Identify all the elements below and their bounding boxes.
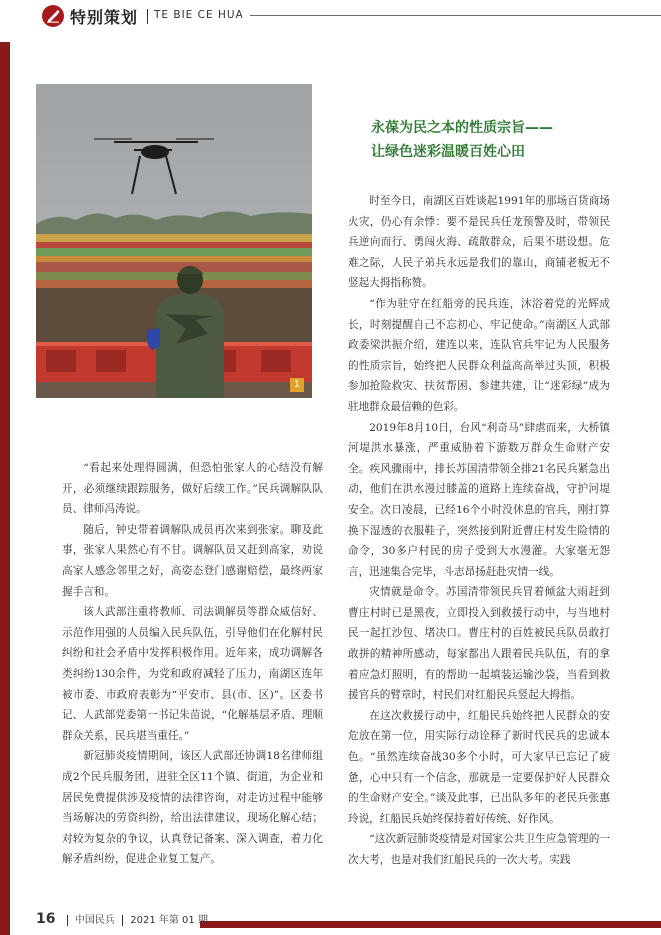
right-text-column [348,191,610,871]
edit-pen-icon [42,5,64,27]
page-number: 16 [36,911,56,927]
page-footer [36,911,208,927]
paragraph: 新冠肺炎疫情期间，该区人武部还协调18名律师组成2个民兵服务团，进驻全区11个镇、街道，为企业和居民免费提供涉及疫情的法律咨询，对走访过程中能够当场解决的劳资纠纷，给出法律建议，现场化解心结；对较为复杂的争议，认真登记备案、深入调查，着力化解矛盾纠纷，促进企业复工复产。 [62,750,323,866]
paragraph: 2019年8月10日，台风“利奇马”肆虐而来，大桥镇河堤洪水暴涨，严重威胁着下游数万群众生命财产安全。疾风骤雨中，排长苏国清带领全排21名民兵紧急出动，他们在洪水漫过膝盖的道路上连续奋战，守护河堤安全。次日凌晨，已经16个小时没休息的官兵，刚打算换下湿透的衣服鞋子，突然接到附近曹庄村发生险情的命令，30多户村民的房子受到大水漫灌。大家毫无怨言，迅速集合完毕，斗志昂扬赶赴灾情一线。 [348,421,610,578]
paragraph: “看起来处理得圆满，但恐怕张家人的心结没有解开，必须继续跟踪服务，做好后续工作。”民兵调解队队员、律师冯涛说。 [62,462,323,516]
footer-separator [122,915,123,926]
section-pinyin: TE BIE CE HUA [154,9,244,21]
section-heading-line1: 永葆为民之本的性质宗旨—— [371,120,553,136]
left-text-column [62,458,323,870]
footer-red-bar [200,921,661,928]
paragraph: 随后，钟史带着调解队成员再次来到张家。聊及此事，张家人果然心有不甘。调解队员又赶到高家，劝说高家人感念邻里之好，高姿态登门感谢赔偿，最终两家握手言和。 [62,523,323,598]
issue-number: 2021 年第 01 期 [130,915,208,926]
paragraph: 在这次救援行动中，红船民兵始终把人民群众的安危放在第一位，用实际行动诠释了新时代民兵的忠诚本色。“虽然连续奋战30多个小时，可大家早已忘记了疲惫，心中只有一个信念，那就是一定要保护好人民群众的生命财产安全。”谈及此事，已出队多年的老民兵张惠玲说，红船民兵始终保持着好传统、好作风。 [348,709,610,825]
section-name: 特别策划 [70,8,139,27]
photo-number-badge: 1 [290,378,304,392]
paragraph: 时至今日，南湖区百姓谈起1991年的那场百货商场火灾，仍心有余悸：要不是民兵任龙预警及时，带领民兵逆向而行、勇闯火海、疏散群众，后果不堪设想。危难之际，人民子弟兵永远是我们的靠山，商铺老板无不竖起大拇指称赞。 [348,195,610,290]
header-rule [250,15,661,16]
header-separator [147,9,148,24]
paragraph: 灾情就是命令。苏国清带领民兵冒着倾盆大雨赶到曹庄村时已是黑夜，立即投入到救援行动中，与当地村民一起扛沙包、堵决口。曹庄村的百姓被民兵队员敢打敢拼的精神所感动，每家都出人跟着民兵队伍，有的拿着应急灯照明，有的帮助一起填装运输沙袋，当看到救援官兵的臂章时，村民们对红船民兵竖起大拇指。 [348,586,610,702]
paragraph: 该人武部注重将教师、司法调解员等群众威信好、示范作用强的人员编入民兵队伍，引导他们在化解村民纠纷和社会矛盾中发挥积极作用。近年来，成功调解各类纠纷130余件，为党和政府减轻了压力，南湖区连年被市委、市政府表彰为“平安市、县(市、区)”。区委书记、人武部党委第一书记朱苗说，“化解基层矛盾、理顺群众关系，民兵堪当重任。” [62,606,323,742]
footer-separator [67,915,68,926]
left-edge-bar [0,42,10,935]
magazine-name: 中国民兵 [74,915,115,926]
paragraph: “这次新冠肺炎疫情是对国家公共卫生应急管理的一次大考，也是对我们红船民兵的一次大考。实践 [348,833,610,866]
section-heading-line2: 让绿色迷彩温暖百姓心田 [371,144,525,160]
drone-training-photo [36,84,312,398]
page-header [0,0,661,34]
paragraph: “作为驻守在红船旁的民兵连，沐浴着党的光辉成长，时刻提醒自己不忘初心、牢记使命。”南湖区人武部政委梁洪振介绍，建连以来，连队官兵牢记为人民服务的性质宗旨，始终把人民群众利益高高举过头顶，积极参加抢险救灾、扶贫帮困、参建共建，让“迷彩绿”成为驻地群众最信赖的色彩。 [348,297,610,413]
